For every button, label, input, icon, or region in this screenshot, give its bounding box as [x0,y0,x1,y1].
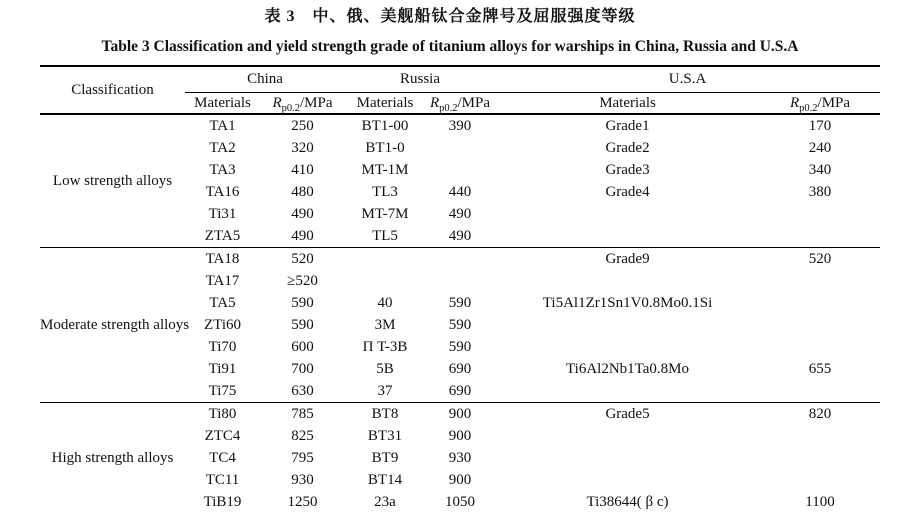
strength-cell: 930 [291,472,314,488]
strength-cell: 490 [291,206,314,222]
material-cell: TA16 [205,184,240,200]
strength-cell: 900 [448,472,472,488]
table-title-chinese: 表 3 中、俄、美舰船钛合金牌号及屈服强度等级 [264,8,636,25]
material-cell: Ti70 [208,339,237,355]
strength-cell [760,469,880,491]
table-row [40,248,880,271]
strength-cell: 600 [291,339,314,355]
material-cell: TC11 [205,472,240,488]
strength-cell: 825 [291,428,314,444]
strength-cell: 520 [808,251,832,267]
strength-cell: 900 [448,406,472,422]
strength-cell: 240 [808,140,832,156]
strength-cell [425,137,495,159]
material-cell [495,203,760,225]
strength-cell: 590 [448,295,472,311]
strength-cell: 520 [291,251,314,267]
strength-cell [760,447,880,469]
material-cell: 3M [374,317,396,333]
material-cell [495,225,760,248]
material-cell: Grade4 [605,184,650,200]
material-cell: MT-7M [361,206,409,222]
strength-cell [425,248,495,271]
strength-cell: 590 [291,295,314,311]
strength-cell [760,225,880,248]
strength-cell: 690 [425,380,495,403]
strength-cell [760,380,880,403]
section-label: Low strength alloys [40,114,185,248]
strength-cell: 590 [448,339,472,355]
material-cell: BT14 [367,472,403,488]
material-cell: Grade9 [605,251,650,267]
strength-cell [425,159,495,181]
strength-cell: 1050 [445,494,475,510]
material-cell [495,447,760,469]
strength-cell: 630 [260,380,345,403]
rp02-mpa-label: $R_{p0.2}$/MPa [272,94,333,114]
material-cell: BT9 [371,450,399,466]
material-cell: TA5 [209,295,236,311]
material-cell: ZTA5 [185,225,260,248]
country-header-row [40,66,880,93]
material-cell: BT8 [371,406,399,422]
strength-cell: 440 [448,184,472,200]
material-cell [345,248,425,271]
material-cell: Ti75 [185,380,260,403]
classification-header: Classification [40,66,185,114]
material-cell: BT1-00 [361,118,409,134]
strength-cell: 390 [448,118,472,134]
materials-header-usa: Materials [495,93,760,115]
material-cell: П T-3B [362,339,408,355]
materials-header-china: Materials [185,93,260,115]
strength-cell: 795 [291,450,314,466]
material-cell [495,469,760,491]
alloy-strength-table [40,65,880,513]
strength-cell [760,270,880,292]
material-cell: ZTi60 [204,317,241,333]
material-cell: TA2 [209,140,236,156]
material-cell: Grade1 [605,118,650,134]
strength-cell: 690 [448,361,472,377]
strength-cell: 490 [448,206,472,222]
country-header-russia: Russia [345,66,495,93]
materials-header-russia: Materials [345,93,425,115]
strength-cell: 320 [291,140,314,156]
material-cell: 37 [345,380,425,403]
material-cell: TC4 [209,450,236,466]
material-cell: ZTC4 [204,428,241,444]
material-cell [495,336,760,358]
rp02-mpa-label: $R_{p0.2}$/MPa [789,94,851,114]
material-cell: Grade5 [605,406,650,422]
strength-cell: 490 [425,225,495,248]
material-cell: 23a [374,494,396,510]
material-cell: Grade2 [605,140,650,156]
material-cell: 5B [376,361,394,377]
strength-header-usa [760,93,880,115]
strength-cell [760,336,880,358]
material-cell: BT1-0 [365,140,405,156]
table-row [40,403,880,426]
material-cell: 40 [377,295,393,311]
strength-cell [760,203,880,225]
rp02-mpa-label: $R_{p0.2}$/MPa [429,94,491,114]
material-cell [345,270,425,292]
strength-cell: 590 [448,317,472,333]
material-cell [495,270,760,292]
material-cell: TA18 [205,251,240,267]
material-cell: TA1 [209,118,236,134]
section-label: Moderate strength alloys [40,248,185,403]
strength-cell: 480 [291,184,314,200]
strength-cell: 250 [291,118,314,134]
strength-cell: 1100 [805,494,835,510]
country-header-usa: U.S.A [495,66,880,93]
country-header-china: China [185,66,345,93]
table-title-english: Table 3 Classification and yield strength grade of titanium alloys for warships in China, Russia and U.S.A [101,38,799,55]
material-cell: MT-1M [361,162,409,178]
strength-cell: 1250 [287,494,318,510]
strength-cell: 900 [448,428,472,444]
material-cell: Ti80 [208,406,237,422]
strength-cell: 490 [260,225,345,248]
strength-cell: 340 [808,162,832,178]
strength-cell: ≥520 [287,273,318,289]
table-row [40,114,880,137]
strength-cell: 785 [291,406,314,422]
section-label: High strength alloys [51,449,174,466]
material-cell: Ti91 [208,361,237,377]
strength-cell: 170 [808,118,832,134]
strength-cell: 700 [291,361,314,377]
material-cell: Ti5Al1Zr1Sn1V0.8Mo0.1Si [542,295,713,311]
material-cell: TL3 [372,184,398,200]
strength-header-russia [425,93,495,115]
material-cell [495,425,760,447]
strength-cell: 410 [291,162,314,178]
strength-cell [425,270,495,292]
material-cell: BT31 [367,428,403,444]
strength-header-china [260,93,345,115]
strength-cell [760,292,880,314]
material-cell: TL5 [345,225,425,248]
material-cell: Ti31 [208,206,237,222]
material-cell [495,380,760,403]
strength-cell [760,314,880,336]
material-cell: Ti6Al2Nb1Ta0.8Mo [566,361,690,377]
strength-cell: 930 [448,450,472,466]
material-cell: Ti38644( β c) [586,494,669,510]
strength-cell: 590 [291,317,314,333]
strength-cell [760,425,880,447]
strength-cell: 820 [808,406,832,422]
strength-cell: 380 [808,184,832,200]
material-cell: Grade3 [605,162,650,178]
material-cell: TA17 [205,273,240,289]
material-cell: TiB19 [203,494,242,510]
material-cell [495,314,760,336]
table-body [40,114,880,513]
material-cell: TA3 [209,162,236,178]
strength-cell: 655 [808,361,832,377]
